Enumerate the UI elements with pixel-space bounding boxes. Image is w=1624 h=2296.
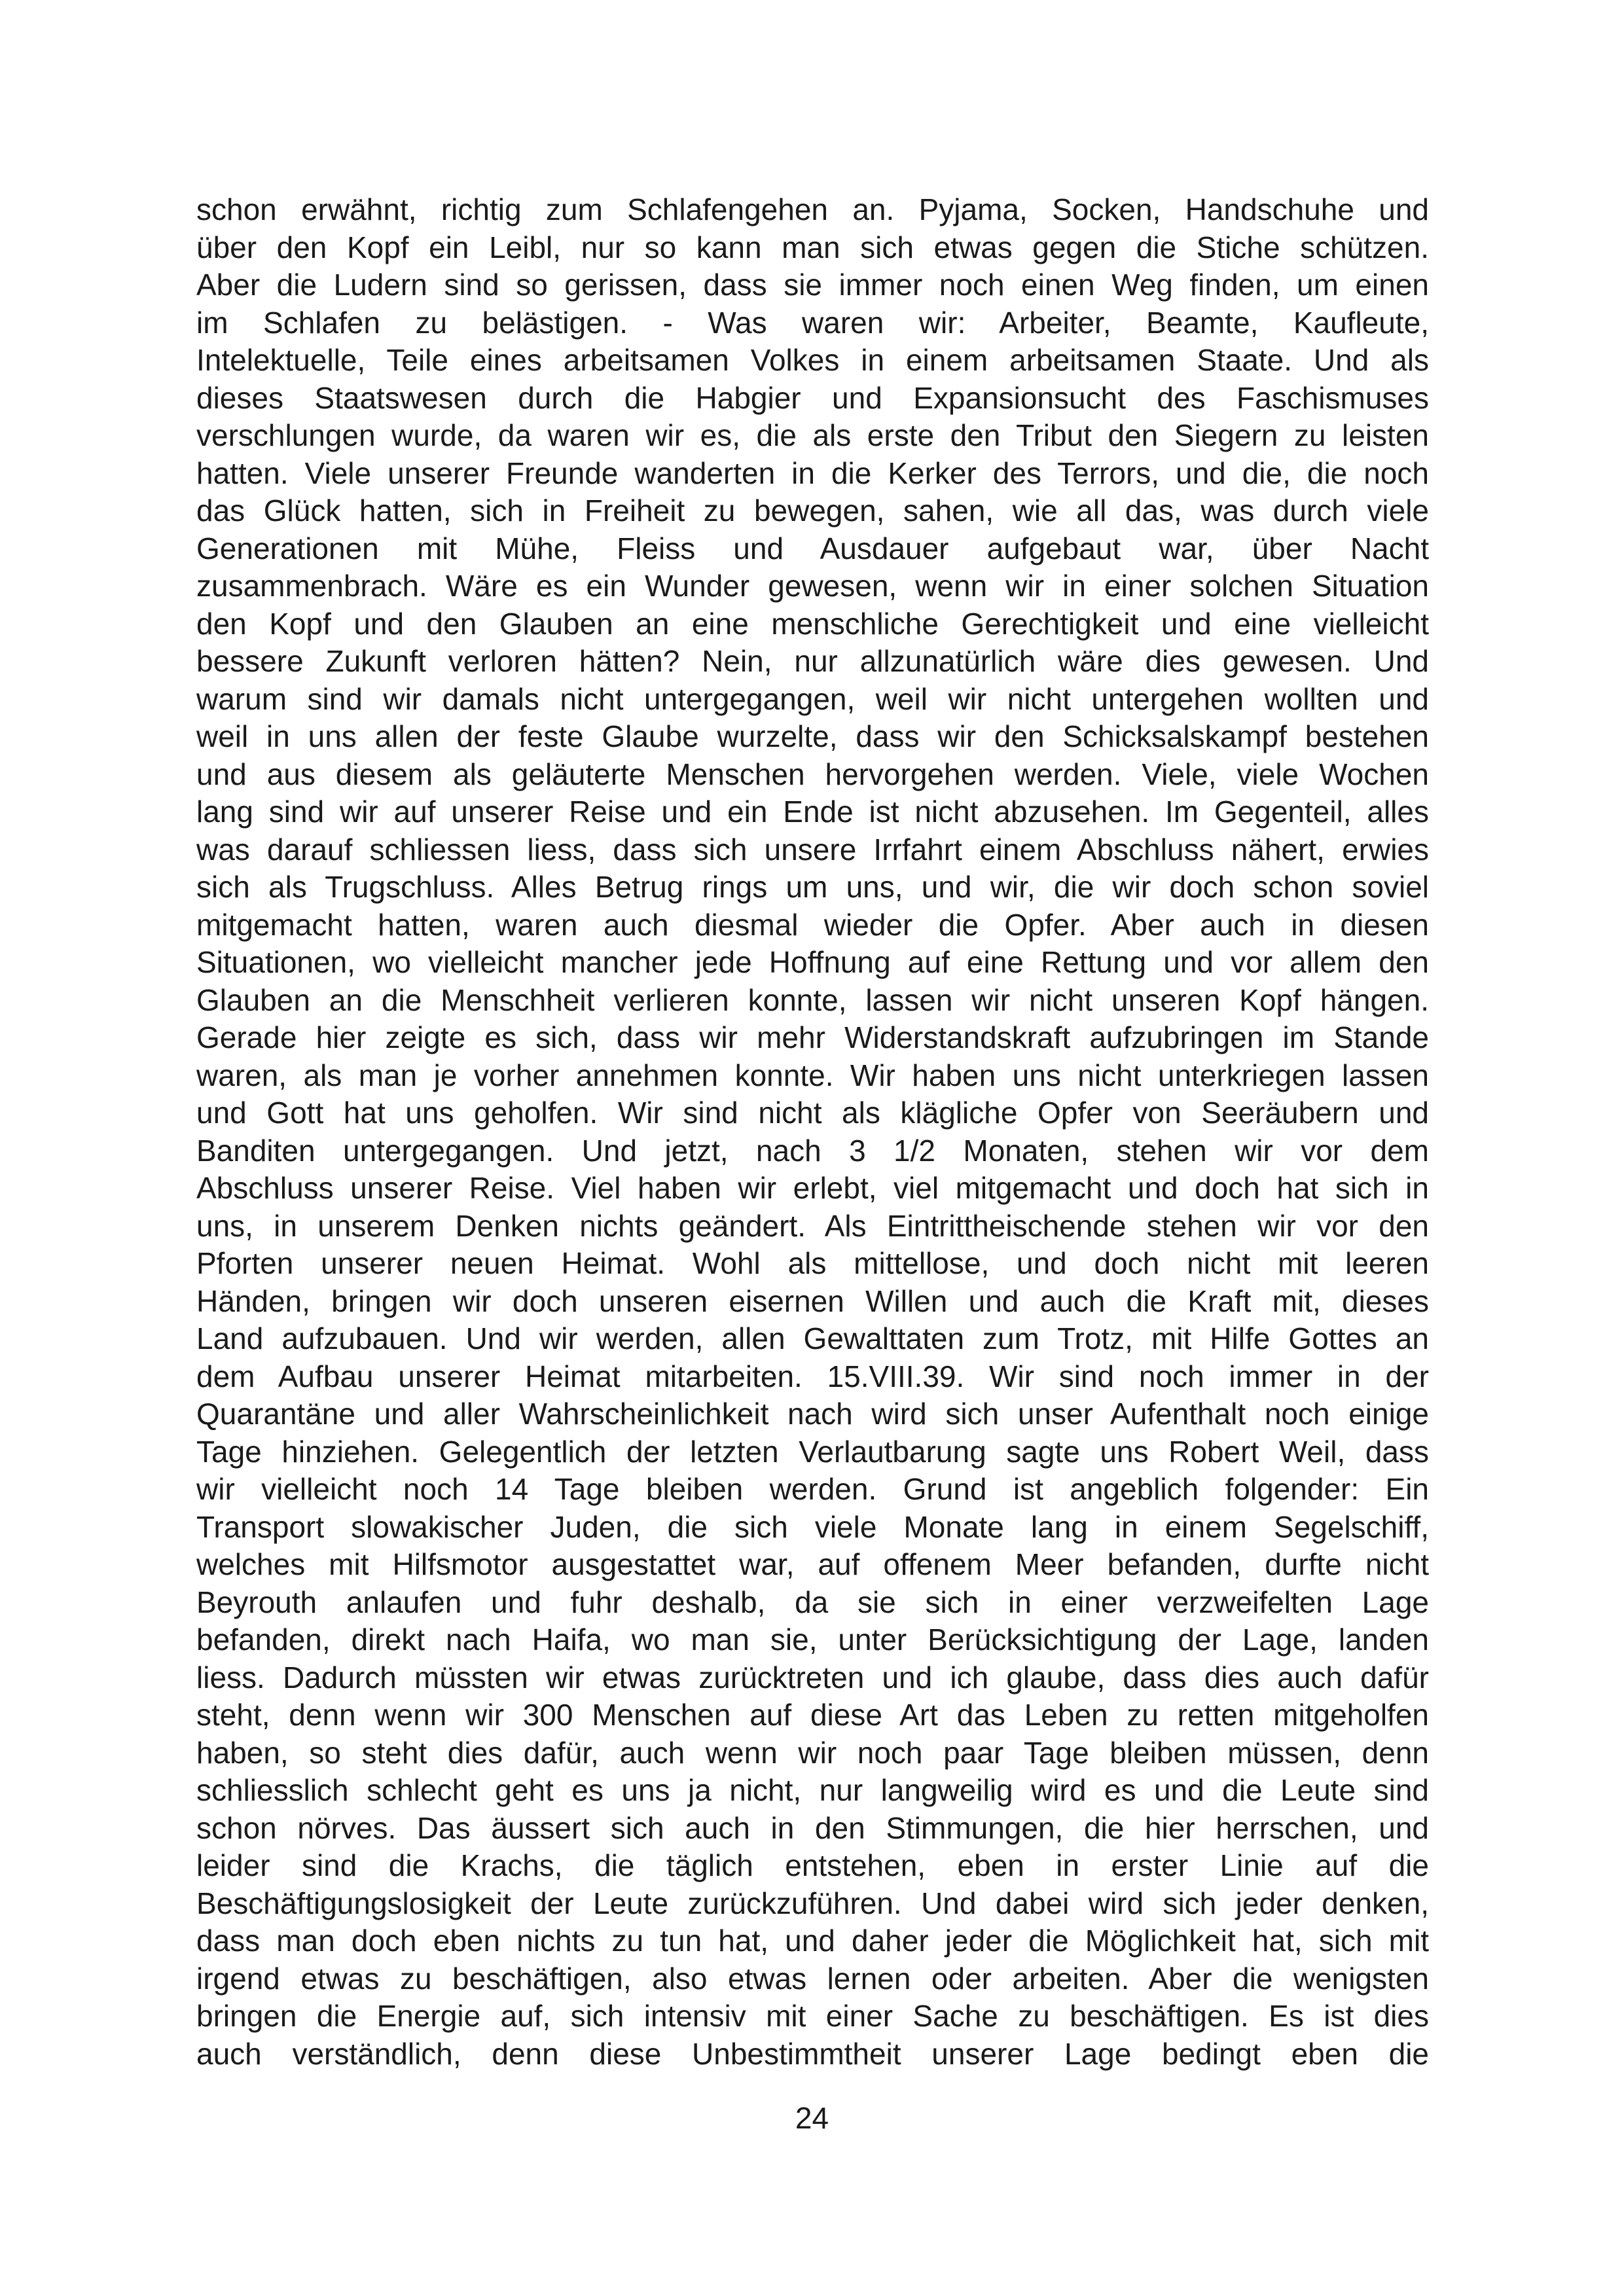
text-line: verschlungen wurde, da waren wir es, die als erste den Tribut den Siegern zu leisten — [196, 418, 1429, 452]
text-line: Pforten unserer neuen Heimat. Wohl als mittellose, und doch nicht mit leeren — [196, 1246, 1429, 1280]
text-line: über den Kopf ein Leibl, nur so kann man sich etwas gegen die Stiche schützen. — [196, 230, 1429, 264]
text-line: haben, so steht dies dafür, auch wenn wir noch paar Tage bleiben müssen, denn — [196, 1735, 1429, 1770]
text-line: steht, denn wenn wir 300 Menschen auf diese Art das Leben zu retten mitgeholfen — [196, 1698, 1429, 1732]
text-line: bessere Zukunft verloren hätten? Nein, nur allzunatürlich wäre dies gewesen. Und — [196, 644, 1429, 678]
text-line: dieses Staatswesen durch die Habgier und Expansionsucht des Faschismuses — [196, 380, 1429, 415]
text-line: Generationen mit Mühe, Fleiss und Ausdauer aufgebaut war, über Nacht — [196, 531, 1429, 565]
text-line: Beyrouth anlaufen und fuhr deshalb, da sie sich in einer verzweifelten Lage — [196, 1585, 1429, 1619]
text-line: irgend etwas zu beschäftigen, also etwas lernen oder arbeiten. Aber die wenigsten — [196, 1961, 1429, 1996]
text-line: hatten. Viele unserer Freunde wanderten in die Kerker des Terrors, und die, die noch — [196, 456, 1429, 490]
text-line: sich als Trugschluss. Alles Betrug rings um uns, und wir, die wir doch schon soviel — [196, 870, 1429, 904]
text-line: das Glück hatten, sich in Freiheit zu bewegen, sahen, wie all das, was durch viele — [196, 493, 1429, 528]
text-line: wir vielleicht noch 14 Tage bleiben werden. Grund ist angeblich folgender: Ein — [196, 1472, 1429, 1506]
text-line: schon nörves. Das äussert sich auch in den Stimmungen, die hier herrschen, und — [196, 1810, 1429, 1845]
text-line: auch verständlich, denn diese Unbestimmtheit unserer Lage bedingt eben die — [196, 2036, 1429, 2071]
text-line: mitgemacht hatten, waren auch diesmal wieder die Opfer. Aber auch in diesen — [196, 907, 1429, 942]
text-line: bringen die Energie auf, sich intensiv mit einer Sache zu beschäftigen. Es ist dies — [196, 1999, 1429, 2033]
text-line: schon erwähnt, richtig zum Schlafengehen an. Pyjama, Socken, Handschuhe und — [196, 192, 1429, 226]
text-line: Beschäftigungslosigkeit der Leute zurückzuführen. Und dabei wird sich jeder denken, — [196, 1886, 1429, 1920]
text-line: dem Aufbau unserer Heimat mitarbeiten. 15.VIII.39. Wir sind noch immer in der — [196, 1359, 1429, 1393]
page-number: 24 — [795, 2101, 829, 2135]
text-line: Händen, bringen wir doch unseren eisernen Willen und auch die Kraft mit, dieses — [196, 1283, 1429, 1318]
text-line: welches mit Hilfsmotor ausgestattet war, auf offenem Meer befanden, durfte nicht — [196, 1547, 1429, 1581]
text-line: dass man doch eben nichts zu tun hat, und daher jeder die Möglichkeit hat, sich mit — [196, 1924, 1429, 1958]
text-line: was darauf schliessen liess, dass sich unsere Irrfahrt einem Abschluss nähert, erwies — [196, 832, 1429, 867]
text-line: weil in uns allen der feste Glaube wurzelte, dass wir den Schicksalskampf bestehen — [196, 719, 1429, 753]
text-line: und aus diesem als geläuterte Menschen hervorgehen werden. Viele, viele Wochen — [196, 757, 1429, 791]
text-line: waren, als man je vorher annehmen konnte. Wir haben uns nicht unterkriegen lassen — [196, 1058, 1429, 1092]
text-line: den Kopf und den Glauben an eine menschliche Gerechtigkeit und eine vielleicht — [196, 606, 1429, 641]
text-line: im Schlafen zu belästigen. - Was waren wir: Arbeiter, Beamte, Kaufleute, — [196, 305, 1429, 340]
text-line: liess. Dadurch müssten wir etwas zurücktreten und ich glaube, dass dies auch dafür — [196, 1660, 1429, 1695]
text-line: und Gott hat uns geholfen. Wir sind nicht als klägliche Opfer von Seeräubern und — [196, 1096, 1429, 1130]
text-line: Banditen untergegangen. Und jetzt, nach 3 1/2 Monaten, stehen wir vor dem — [196, 1133, 1429, 1168]
text-line: Glauben an die Menschheit verlieren konnte, lassen wir nicht unseren Kopf hängen. — [196, 982, 1429, 1017]
body-text — [196, 191, 1429, 2073]
text-line: leider sind die Krachs, die täglich entstehen, eben in erster Linie auf die — [196, 1848, 1429, 1882]
text-line: befanden, direkt nach Haifa, wo man sie, unter Berücksichtigung der Lage, landen — [196, 1623, 1429, 1657]
text-line: uns, in unserem Denken nichts geändert. Als Eintrittheischende stehen wir vor den — [196, 1208, 1429, 1243]
text-line: warum sind wir damals nicht untergegangen, weil wir nicht untergehen wollten und — [196, 681, 1429, 716]
text-line: Tage hinziehen. Gelegentlich der letzten Verlautbarung sagte uns Robert Weil, dass — [196, 1434, 1429, 1469]
text-line: Transport slowakischer Juden, die sich viele Monate lang in einem Segelschiff, — [196, 1509, 1429, 1544]
text-line: Gerade hier zeigte es sich, dass wir mehr Widerstandskraft aufzubringen im Stande — [196, 1020, 1429, 1054]
text-line: Abschluss unserer Reise. Viel haben wir erlebt, viel mitgemacht und doch hat sich in — [196, 1171, 1429, 1205]
text-line: Quarantäne und aller Wahrscheinlichkeit nach wird sich unser Aufenthalt noch einige — [196, 1397, 1429, 1431]
text-line: Land aufzubauen. Und wir werden, allen Gewalttaten zum Trotz, mit Hilfe Gottes an — [196, 1321, 1429, 1355]
text-line: lang sind wir auf unserer Reise und ein Ende ist nicht abzusehen. Im Gegenteil, alles — [196, 795, 1429, 829]
text-line: Aber die Ludern sind so gerissen, dass sie immer noch einen Weg finden, um einen — [196, 268, 1429, 302]
text-line: Situationen, wo vielleicht mancher jede Hoffnung auf eine Rettung und vor allem den — [196, 945, 1429, 979]
text-line: schliesslich schlecht geht es uns ja nicht, nur langweilig wird es und die Leute sind — [196, 1773, 1429, 1807]
text-line: zusammenbrach. Wäre es ein Wunder gewesen, wenn wir in einer solchen Situation — [196, 569, 1429, 603]
text-line: Intelektuelle, Teile eines arbeitsamen Volkes in einem arbeitsamen Staate. Und als — [196, 343, 1429, 377]
